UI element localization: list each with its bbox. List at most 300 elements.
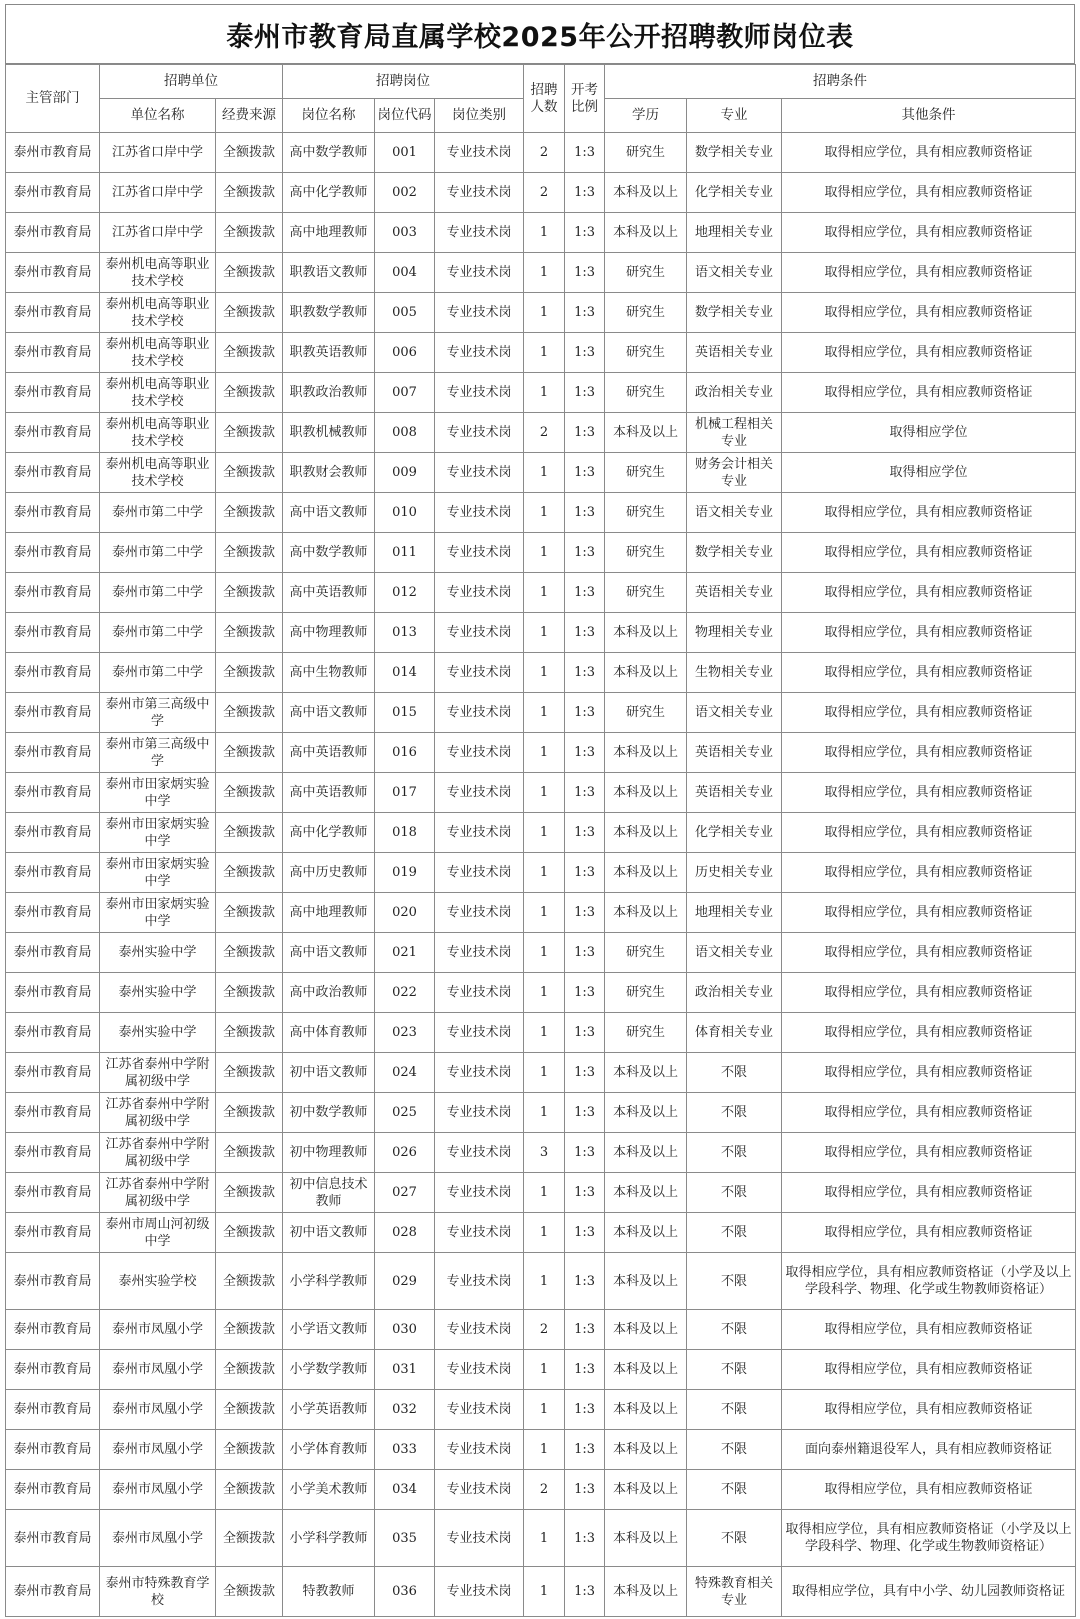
funding-cell: 全额拨款 [216,1510,283,1567]
post-code-cell: 008 [375,413,435,453]
funding-cell: 全额拨款 [216,1310,283,1350]
post-name-cell: 高中语文教师 [283,933,375,973]
count-cell: 3 [524,1133,565,1173]
other-cond-cell: 取得相应学位，具有相应教师资格证（小学及以上学段科学、物理、化学或生物教师资格证） [782,1510,1076,1567]
table-row [6,813,1076,853]
unit-cell: 泰州市第二中学 [100,493,216,533]
header-major: 专业 [687,99,782,133]
post-type-cell: 专业技术岗 [435,853,524,893]
post-code-cell: 023 [375,1013,435,1053]
count-cell: 2 [524,413,565,453]
post-code-cell: 006 [375,333,435,373]
other-cond-cell: 取得相应学位，具有相应教师资格证 [782,1093,1076,1133]
count-cell: 1 [524,693,565,733]
post-type-cell: 专业技术岗 [435,733,524,773]
table-row [6,173,1076,213]
dept-cell: 泰州市教育局 [6,1470,100,1510]
dept-cell: 泰州市教育局 [6,133,100,173]
unit-cell: 江苏省泰州中学附属初级中学 [100,1093,216,1133]
post-code-cell: 011 [375,533,435,573]
unit-cell: 泰州机电高等职业技术学校 [100,453,216,493]
unit-cell: 泰州市田家炳实验中学 [100,773,216,813]
education-cell: 本科及以上 [605,1390,687,1430]
table-row [6,1430,1076,1470]
post-type-cell: 专业技术岗 [435,1173,524,1213]
post-code-cell: 022 [375,973,435,1013]
post-name-cell: 高中地理教师 [283,213,375,253]
table-row [6,1470,1076,1510]
other-cond-cell: 取得相应学位，具有相应教师资格证（小学及以上学段科学、物理、化学或生物教师资格证） [782,1253,1076,1310]
post-name-cell: 高中英语教师 [283,573,375,613]
major-cell: 不限 [687,1053,782,1093]
ratio-cell: 1:3 [565,613,605,653]
post-name-cell: 高中英语教师 [283,733,375,773]
post-code-cell: 029 [375,1253,435,1310]
table-row [6,933,1076,973]
other-cond-cell: 取得相应学位，具有相应教师资格证 [782,813,1076,853]
education-cell: 研究生 [605,973,687,1013]
major-cell: 不限 [687,1310,782,1350]
funding-cell: 全额拨款 [216,413,283,453]
table-row [6,133,1076,173]
post-type-cell: 专业技术岗 [435,173,524,213]
post-name-cell: 高中政治教师 [283,973,375,1013]
table-row [6,1213,1076,1253]
count-cell: 2 [524,1470,565,1510]
count-cell: 2 [524,133,565,173]
ratio-cell: 1:3 [565,1567,605,1617]
ratio-cell: 1:3 [565,373,605,413]
funding-cell: 全额拨款 [216,1133,283,1173]
funding-cell: 全额拨款 [216,613,283,653]
post-name-cell: 高中体育教师 [283,1013,375,1053]
education-cell: 本科及以上 [605,1213,687,1253]
education-cell: 研究生 [605,1013,687,1053]
table-row [6,1567,1076,1617]
ratio-cell: 1:3 [565,573,605,613]
dept-cell: 泰州市教育局 [6,493,100,533]
dept-cell: 泰州市教育局 [6,1310,100,1350]
funding-cell: 全额拨款 [216,533,283,573]
post-type-cell: 专业技术岗 [435,1133,524,1173]
other-cond-cell: 取得相应学位，具有相应教师资格证 [782,293,1076,333]
table-row [6,733,1076,773]
other-cond-cell: 取得相应学位，具有中小学、幼儿园教师资格证 [782,1567,1076,1617]
count-cell: 1 [524,773,565,813]
post-name-cell: 职教英语教师 [283,333,375,373]
ratio-cell: 1:3 [565,1390,605,1430]
funding-cell: 全额拨款 [216,1430,283,1470]
education-cell: 本科及以上 [605,773,687,813]
post-type-cell: 专业技术岗 [435,1213,524,1253]
post-code-cell: 012 [375,573,435,613]
unit-cell: 泰州市凤凰小学 [100,1350,216,1390]
major-cell: 地理相关专业 [687,893,782,933]
header-post-type: 岗位类别 [435,99,524,133]
post-name-cell: 高中历史教师 [283,853,375,893]
ratio-cell: 1:3 [565,733,605,773]
post-code-cell: 031 [375,1350,435,1390]
post-type-cell: 专业技术岗 [435,893,524,933]
table-row [6,1093,1076,1133]
education-cell: 本科及以上 [605,1430,687,1470]
education-cell: 本科及以上 [605,1350,687,1390]
ratio-cell: 1:3 [565,693,605,733]
post-type-cell: 专业技术岗 [435,1430,524,1470]
dept-cell: 泰州市教育局 [6,1093,100,1133]
table-row [6,693,1076,733]
other-cond-cell: 取得相应学位，具有相应教师资格证 [782,1350,1076,1390]
unit-cell: 泰州实验中学 [100,1013,216,1053]
table-row [6,1350,1076,1390]
post-name-cell: 高中数学教师 [283,533,375,573]
count-cell: 1 [524,573,565,613]
ratio-cell: 1:3 [565,453,605,493]
major-cell: 语文相关专业 [687,933,782,973]
post-type-cell: 专业技术岗 [435,1470,524,1510]
dept-cell: 泰州市教育局 [6,1350,100,1390]
education-cell: 研究生 [605,133,687,173]
post-name-cell: 初中物理教师 [283,1133,375,1173]
table-row [6,333,1076,373]
funding-cell: 全额拨款 [216,853,283,893]
dept-cell: 泰州市教育局 [6,373,100,413]
education-cell: 本科及以上 [605,1093,687,1133]
table-row [6,533,1076,573]
dept-cell: 泰州市教育局 [6,853,100,893]
dept-cell: 泰州市教育局 [6,1133,100,1173]
dept-cell: 泰州市教育局 [6,1510,100,1567]
post-name-cell: 高中数学教师 [283,133,375,173]
education-cell: 研究生 [605,533,687,573]
count-cell: 1 [524,253,565,293]
other-cond-cell: 取得相应学位，具有相应教师资格证 [782,653,1076,693]
dept-cell: 泰州市教育局 [6,813,100,853]
major-cell: 数学相关专业 [687,133,782,173]
major-cell: 不限 [687,1350,782,1390]
count-cell: 1 [524,493,565,533]
post-code-cell: 015 [375,693,435,733]
unit-cell: 泰州市田家炳实验中学 [100,853,216,893]
post-code-cell: 018 [375,813,435,853]
post-name-cell: 职教数学教师 [283,293,375,333]
other-cond-cell: 取得相应学位，具有相应教师资格证 [782,1390,1076,1430]
post-type-cell: 专业技术岗 [435,213,524,253]
other-cond-cell: 取得相应学位 [782,413,1076,453]
other-cond-cell: 取得相应学位，具有相应教师资格证 [782,853,1076,893]
post-type-cell: 专业技术岗 [435,133,524,173]
table-row [6,1173,1076,1213]
education-cell: 本科及以上 [605,1253,687,1310]
major-cell: 机械工程相关专业 [687,413,782,453]
ratio-cell: 1:3 [565,1350,605,1390]
other-cond-cell: 取得相应学位，具有相应教师资格证 [782,1310,1076,1350]
count-cell: 1 [524,1253,565,1310]
table-row [6,613,1076,653]
count-cell: 1 [524,1213,565,1253]
count-cell: 1 [524,213,565,253]
post-name-cell: 初中数学教师 [283,1093,375,1133]
post-type-cell: 专业技术岗 [435,1390,524,1430]
funding-cell: 全额拨款 [216,1567,283,1617]
major-cell: 物理相关专业 [687,613,782,653]
ratio-cell: 1:3 [565,973,605,1013]
count-cell: 1 [524,1350,565,1390]
count-cell: 2 [524,173,565,213]
ratio-cell: 1:3 [565,1133,605,1173]
post-type-cell: 专业技术岗 [435,1510,524,1567]
post-type-cell: 专业技术岗 [435,1053,524,1093]
major-cell: 不限 [687,1213,782,1253]
post-code-cell: 035 [375,1510,435,1567]
ratio-cell: 1:3 [565,1013,605,1053]
dept-cell: 泰州市教育局 [6,1173,100,1213]
funding-cell: 全额拨款 [216,1253,283,1310]
dept-cell: 泰州市教育局 [6,333,100,373]
education-cell: 本科及以上 [605,893,687,933]
funding-cell: 全额拨款 [216,1093,283,1133]
table-row [6,893,1076,933]
dept-cell: 泰州市教育局 [6,1430,100,1470]
major-cell: 数学相关专业 [687,293,782,333]
post-code-cell: 013 [375,613,435,653]
header-dept: 主管部门 [6,65,100,133]
dept-cell: 泰州市教育局 [6,293,100,333]
post-type-cell: 专业技术岗 [435,1567,524,1617]
unit-cell: 泰州市第三高级中学 [100,733,216,773]
post-type-cell: 专业技术岗 [435,493,524,533]
unit-cell: 泰州市第二中学 [100,613,216,653]
post-type-cell: 专业技术岗 [435,373,524,413]
funding-cell: 全额拨款 [216,253,283,293]
ratio-cell: 1:3 [565,293,605,333]
header-other: 其他条件 [782,99,1076,133]
post-name-cell: 职教语文教师 [283,253,375,293]
unit-cell: 江苏省口岸中学 [100,133,216,173]
post-code-cell: 026 [375,1133,435,1173]
other-cond-cell: 取得相应学位，具有相应教师资格证 [782,1013,1076,1053]
ratio-cell: 1:3 [565,253,605,293]
post-code-cell: 019 [375,853,435,893]
header-count: 招聘人数 [524,65,565,133]
post-code-cell: 025 [375,1093,435,1133]
post-type-cell: 专业技术岗 [435,773,524,813]
post-code-cell: 033 [375,1430,435,1470]
education-cell: 本科及以上 [605,173,687,213]
ratio-cell: 1:3 [565,1510,605,1567]
education-cell: 本科及以上 [605,1470,687,1510]
other-cond-cell: 取得相应学位，具有相应教师资格证 [782,253,1076,293]
funding-cell: 全额拨款 [216,133,283,173]
ratio-cell: 1:3 [565,173,605,213]
education-cell: 本科及以上 [605,1510,687,1567]
post-name-cell: 职教政治教师 [283,373,375,413]
unit-cell: 江苏省泰州中学附属初级中学 [100,1173,216,1213]
other-cond-cell: 取得相应学位，具有相应教师资格证 [782,533,1076,573]
positions-table [5,64,1076,1617]
header-post-code: 岗位代码 [375,99,435,133]
major-cell: 政治相关专业 [687,373,782,413]
major-cell: 英语相关专业 [687,733,782,773]
post-name-cell: 初中语文教师 [283,1213,375,1253]
post-type-cell: 专业技术岗 [435,653,524,693]
dept-cell: 泰州市教育局 [6,613,100,653]
table-row [6,1310,1076,1350]
post-name-cell: 小学英语教师 [283,1390,375,1430]
funding-cell: 全额拨款 [216,173,283,213]
major-cell: 不限 [687,1430,782,1470]
dept-cell: 泰州市教育局 [6,933,100,973]
other-cond-cell: 取得相应学位，具有相应教师资格证 [782,1173,1076,1213]
funding-cell: 全额拨款 [216,1390,283,1430]
funding-cell: 全额拨款 [216,813,283,853]
unit-cell: 泰州市特殊教育学校 [100,1567,216,1617]
unit-cell: 泰州机电高等职业技术学校 [100,413,216,453]
unit-cell: 泰州实验中学 [100,973,216,1013]
count-cell: 1 [524,373,565,413]
funding-cell: 全额拨款 [216,973,283,1013]
major-cell: 不限 [687,1390,782,1430]
funding-cell: 全额拨款 [216,933,283,973]
unit-cell: 泰州市凤凰小学 [100,1390,216,1430]
ratio-cell: 1:3 [565,1310,605,1350]
education-cell: 研究生 [605,933,687,973]
post-code-cell: 002 [375,173,435,213]
major-cell: 生物相关专业 [687,653,782,693]
unit-cell: 泰州市第二中学 [100,573,216,613]
ratio-cell: 1:3 [565,1430,605,1470]
major-cell: 政治相关专业 [687,973,782,1013]
count-cell: 1 [524,1173,565,1213]
post-name-cell: 小学数学教师 [283,1350,375,1390]
funding-cell: 全额拨款 [216,773,283,813]
post-name-cell: 高中物理教师 [283,613,375,653]
education-cell: 本科及以上 [605,813,687,853]
ratio-cell: 1:3 [565,333,605,373]
major-cell: 历史相关专业 [687,853,782,893]
post-name-cell: 高中语文教师 [283,693,375,733]
ratio-cell: 1:3 [565,653,605,693]
post-name-cell: 高中语文教师 [283,493,375,533]
table-row [6,1133,1076,1173]
header-unit-group: 招聘单位 [100,65,283,99]
post-type-cell: 专业技术岗 [435,1093,524,1133]
dept-cell: 泰州市教育局 [6,1013,100,1053]
ratio-cell: 1:3 [565,773,605,813]
header-unit-name: 单位名称 [100,99,216,133]
table-row [6,373,1076,413]
funding-cell: 全额拨款 [216,293,283,333]
post-type-cell: 专业技术岗 [435,1013,524,1053]
education-cell: 本科及以上 [605,1567,687,1617]
funding-cell: 全额拨款 [216,1013,283,1053]
post-type-cell: 专业技术岗 [435,293,524,333]
ratio-cell: 1:3 [565,1173,605,1213]
major-cell: 特殊教育相关专业 [687,1567,782,1617]
post-name-cell: 高中英语教师 [283,773,375,813]
table-row [6,493,1076,533]
funding-cell: 全额拨款 [216,573,283,613]
count-cell: 1 [524,533,565,573]
funding-cell: 全额拨款 [216,1470,283,1510]
header-post-name: 岗位名称 [283,99,375,133]
unit-cell: 泰州机电高等职业技术学校 [100,253,216,293]
table-row [6,973,1076,1013]
post-code-cell: 004 [375,253,435,293]
post-code-cell: 009 [375,453,435,493]
dept-cell: 泰州市教育局 [6,573,100,613]
count-cell: 1 [524,1390,565,1430]
unit-cell: 泰州市凤凰小学 [100,1470,216,1510]
table-body [6,133,1076,1617]
ratio-cell: 1:3 [565,1053,605,1093]
education-cell: 本科及以上 [605,1053,687,1093]
funding-cell: 全额拨款 [216,1053,283,1093]
table-row [6,253,1076,293]
post-code-cell: 001 [375,133,435,173]
unit-cell: 江苏省泰州中学附属初级中学 [100,1133,216,1173]
major-cell: 地理相关专业 [687,213,782,253]
count-cell: 1 [524,1093,565,1133]
education-cell: 研究生 [605,293,687,333]
table-row [6,853,1076,893]
unit-cell: 泰州市田家炳实验中学 [100,893,216,933]
ratio-cell: 1:3 [565,1253,605,1310]
other-cond-cell: 取得相应学位，具有相应教师资格证 [782,573,1076,613]
other-cond-cell: 取得相应学位，具有相应教师资格证 [782,933,1076,973]
unit-cell: 泰州机电高等职业技术学校 [100,333,216,373]
post-type-cell: 专业技术岗 [435,253,524,293]
post-code-cell: 030 [375,1310,435,1350]
ratio-cell: 1:3 [565,893,605,933]
post-name-cell: 小学语文教师 [283,1310,375,1350]
table-row [6,213,1076,253]
post-code-cell: 005 [375,293,435,333]
table-row [6,773,1076,813]
unit-cell: 泰州市凤凰小学 [100,1430,216,1470]
funding-cell: 全额拨款 [216,453,283,493]
post-code-cell: 003 [375,213,435,253]
post-code-cell: 007 [375,373,435,413]
dept-cell: 泰州市教育局 [6,773,100,813]
education-cell: 本科及以上 [605,213,687,253]
post-type-cell: 专业技术岗 [435,613,524,653]
post-name-cell: 高中化学教师 [283,173,375,213]
major-cell: 体育相关专业 [687,1013,782,1053]
major-cell: 英语相关专业 [687,573,782,613]
other-cond-cell: 取得相应学位，具有相应教师资格证 [782,173,1076,213]
other-cond-cell: 面向泰州籍退役军人，具有相应教师资格证 [782,1430,1076,1470]
major-cell: 财务会计相关专业 [687,453,782,493]
funding-cell: 全额拨款 [216,1350,283,1390]
post-code-cell: 021 [375,933,435,973]
education-cell: 本科及以上 [605,613,687,653]
header-ratio: 开考比例 [565,65,605,133]
count-cell: 1 [524,1567,565,1617]
count-cell: 1 [524,1430,565,1470]
funding-cell: 全额拨款 [216,653,283,693]
post-code-cell: 020 [375,893,435,933]
funding-cell: 全额拨款 [216,213,283,253]
count-cell: 1 [524,613,565,653]
education-cell: 研究生 [605,373,687,413]
other-cond-cell: 取得相应学位，具有相应教师资格证 [782,1470,1076,1510]
post-type-cell: 专业技术岗 [435,573,524,613]
other-cond-cell: 取得相应学位，具有相应教师资格证 [782,1053,1076,1093]
dept-cell: 泰州市教育局 [6,1213,100,1253]
dept-cell: 泰州市教育局 [6,453,100,493]
dept-cell: 泰州市教育局 [6,213,100,253]
